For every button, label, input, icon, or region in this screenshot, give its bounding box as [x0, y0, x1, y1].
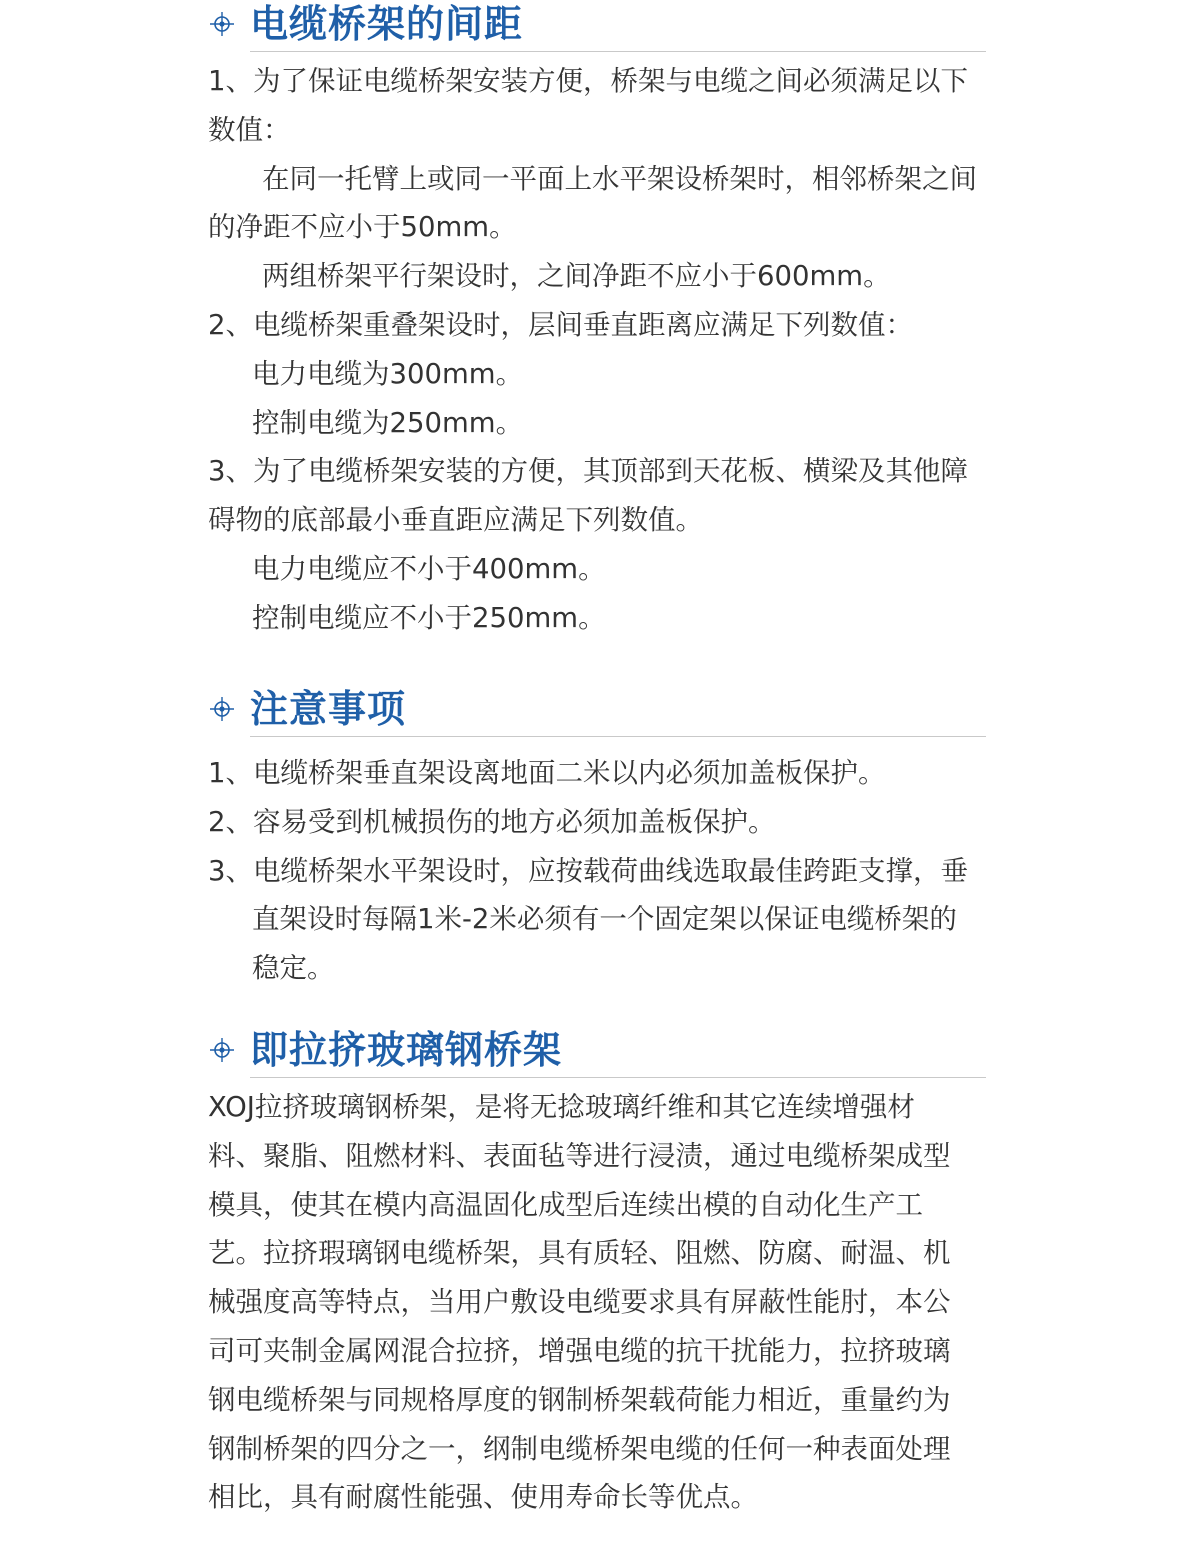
text-line: 数值：: [208, 113, 291, 146]
text-line: 电力电缆为300mm。: [252, 357, 524, 390]
text-line: 械强度高等特点，当用户敷设电缆要求具有屏蔽性能肘，本公: [208, 1286, 951, 1319]
text-line: 电力电缆应不小于400mm。: [252, 552, 606, 585]
text-line: 3、电缆桥架水平架设时，应按载荷曲线选取最佳跨距支撑，垂: [208, 854, 968, 887]
text-line: 艺。拉挤瑕璃钢电缆桥架，具有质轻、阻燃、防腐、耐温、机: [208, 1237, 951, 1270]
section-pultruded-frp-tray: [208, 1026, 990, 1522]
section-divider: [250, 736, 986, 737]
text-line: 1、电缆桥架垂直架设离地面二米以内必须加盖板保护。: [208, 757, 886, 789]
section-heading: [208, 685, 990, 737]
text-line: 1、为了保证电缆桥架安装方便，桥架与电缆之间必须满足以下: [208, 65, 968, 97]
text-line: 碍物的底部最小垂直距应满足下列数值。: [208, 504, 703, 537]
text-line: 在同一托臂上或同一平面上水平架设桥架时，相邻桥架之间: [262, 162, 977, 195]
section-precautions: [208, 685, 990, 993]
text-line: 的净距不应小于50mm。: [208, 211, 517, 244]
text-line: 钢制桥架的四分之一，纲制电缆桥架电缆的任何一种表面处理: [208, 1432, 951, 1465]
text-line: 3、为了电缆桥架安装的方便，其顶部到天花板、横梁及其他障: [208, 455, 968, 488]
section-title: 即拉挤玻璃钢桥架: [250, 1028, 563, 1072]
text-line: 两组桥架平行架设时，之间净距不应小于600mm。: [262, 260, 891, 293]
crosshair-icon: [210, 697, 234, 721]
crosshair-icon: [210, 1038, 234, 1062]
text-line: 钢电缆桥架与同规格厚度的钢制桥架载荷能力相近，重量约为: [208, 1383, 951, 1416]
section-heading: [208, 1026, 990, 1078]
crosshair-icon: [210, 12, 234, 36]
section-title: 注意事项: [250, 687, 407, 731]
text-line: 控制电缆应不小于250mm。: [252, 601, 606, 634]
text-line: 直架设时每隔1米-2米必须有一个固定架以保证电缆桥架的: [252, 903, 957, 936]
text-line: 相比，具有耐腐性能强、使用寿命长等优点。: [208, 1481, 758, 1514]
section-heading: [208, 0, 990, 52]
text-line: 2、电缆桥架重叠架设时，层间垂直距离应满足下列数值：: [208, 308, 913, 341]
text-line: 2、容易受到机械损伤的地方必须加盖板保护。: [208, 805, 776, 838]
section-title: 电缆桥架的间距: [250, 2, 524, 46]
section-cable-tray-spacing: [208, 0, 990, 643]
text-line: 司可夹制金属网混合拉挤，增强电缆的抗干扰能力，拉挤玻璃: [208, 1334, 951, 1367]
text-line: 控制电缆为250mm。: [252, 406, 524, 439]
section-divider: [250, 1077, 986, 1078]
section-divider: [250, 51, 986, 52]
text-line: 模具，使其在模内高温固化成型后连续出模的自动化生产工: [208, 1188, 923, 1221]
text-line: XOJ拉挤玻璃钢桥架，是将无捻玻璃纤维和其它连续增强材: [208, 1091, 915, 1123]
text-line: 稳定。: [252, 952, 335, 985]
text-line: 料、聚脂、阻燃材料、表面毡等进行浸渍，通过电缆桥架成型: [208, 1139, 951, 1172]
